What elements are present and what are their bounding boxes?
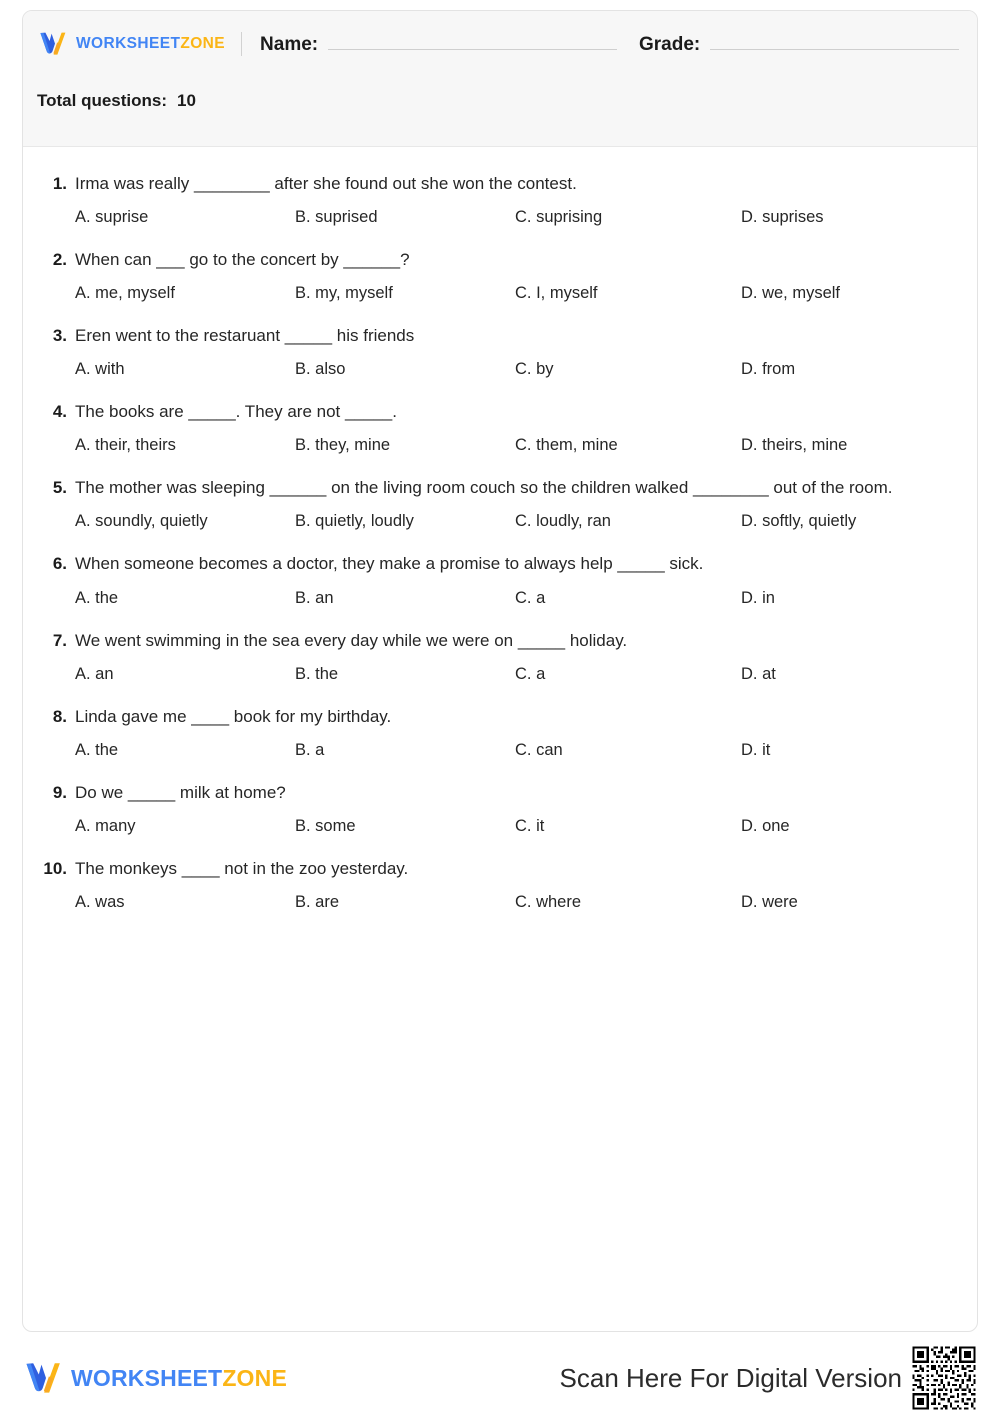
- option-d[interactable]: D. one: [741, 816, 790, 835]
- option-b[interactable]: B. an: [295, 588, 334, 607]
- question-text: The monkeys ____ not in the zoo yesterday.: [75, 858, 409, 878]
- question-line: [37, 477, 959, 499]
- question-line: [37, 249, 959, 271]
- option-c[interactable]: C. a: [515, 588, 546, 607]
- option-b[interactable]: B. the: [295, 664, 339, 683]
- question-options: [37, 208, 959, 227]
- option-b[interactable]: B. some: [295, 816, 356, 835]
- question-options: [37, 893, 959, 912]
- question-item: [37, 325, 959, 379]
- question-item: [37, 706, 959, 760]
- question-number: 9.: [52, 782, 67, 802]
- question-text: Do we _____ milk at home?: [75, 782, 286, 802]
- name-input-line[interactable]: [328, 32, 617, 50]
- option-b[interactable]: B. my, myself: [295, 284, 393, 303]
- question-options: [37, 741, 959, 760]
- worksheet-zone-logo-icon: [22, 1361, 62, 1396]
- question-line: [37, 553, 959, 575]
- question-text: When can ___ go to the concert by ______?: [75, 250, 410, 270]
- question-text: Eren went to the restaruant _____ his friends: [75, 326, 415, 346]
- option-a[interactable]: A. with: [75, 360, 125, 379]
- total-questions: [23, 77, 977, 111]
- question-number: 2.: [52, 250, 67, 270]
- question-text: The books are _____. They are not _____.: [75, 402, 397, 422]
- option-c[interactable]: C. I, myself: [515, 284, 598, 303]
- footer-brand-worksheet: WORKSHEET: [71, 1364, 223, 1391]
- question-number: 5.: [52, 478, 67, 498]
- question-number: 1.: [52, 174, 67, 193]
- question-options: [37, 436, 959, 455]
- question-item: [37, 477, 959, 531]
- question-line: [37, 401, 959, 423]
- question-item: [37, 173, 959, 227]
- option-d[interactable]: D. we, myself: [741, 284, 841, 303]
- option-a[interactable]: A. the: [75, 740, 119, 759]
- question-text: Irma was really ________ after she found out she won the contest.: [75, 174, 577, 193]
- header-divider: [241, 32, 242, 56]
- option-c[interactable]: C. them, mine: [515, 436, 618, 455]
- option-c[interactable]: C. can: [515, 740, 563, 759]
- option-b[interactable]: B. are: [295, 892, 340, 911]
- question-options: [37, 512, 959, 531]
- question-options: [37, 665, 959, 684]
- question-line: [37, 173, 959, 195]
- question-text: When someone becomes a doctor, they make a promise to always help _____ sick.: [75, 554, 704, 574]
- question-options: [37, 360, 959, 379]
- page-footer: [0, 1342, 1000, 1414]
- question-number: 10.: [43, 858, 67, 878]
- option-a[interactable]: A. me, myself: [75, 284, 175, 303]
- footer-brand: [22, 1361, 287, 1396]
- question-options: [37, 589, 959, 608]
- option-d[interactable]: D. suprises: [741, 208, 824, 227]
- option-d[interactable]: D. softly, quietly: [741, 512, 857, 531]
- questions-list: [23, 147, 977, 912]
- question-item: [37, 401, 959, 455]
- option-b[interactable]: B. also: [295, 360, 346, 379]
- brand-wordmark-zone: ZONE: [180, 35, 226, 52]
- question-text: The mother was sleeping ______ on the living room couch so the children walked ________ out of the room.: [75, 478, 893, 498]
- option-c[interactable]: C. where: [515, 892, 582, 911]
- footer-brand-zone: ZONE: [222, 1364, 288, 1391]
- question-item: [37, 249, 959, 303]
- option-d[interactable]: D. it: [741, 740, 771, 759]
- question-options: [37, 284, 959, 303]
- total-questions-count: 10: [177, 91, 196, 110]
- question-number: 6.: [52, 554, 67, 574]
- option-b[interactable]: B. a: [295, 740, 325, 759]
- question-item: [37, 782, 959, 836]
- brand-wordmark: [76, 35, 225, 53]
- grade-label: Grade:: [639, 34, 701, 55]
- question-item: [37, 553, 959, 607]
- option-d[interactable]: D. were: [741, 892, 798, 911]
- question-number: 4.: [52, 402, 67, 422]
- question-number: 8.: [52, 706, 67, 726]
- footer-brand-wordmark: [71, 1365, 287, 1392]
- option-a[interactable]: A. their, theirs: [75, 436, 176, 455]
- option-b[interactable]: B. suprised: [295, 208, 378, 227]
- question-line: [37, 782, 959, 804]
- option-c[interactable]: C. suprising: [515, 208, 603, 227]
- option-c[interactable]: C. a: [515, 664, 546, 683]
- question-line: [37, 325, 959, 347]
- option-a[interactable]: A. many: [75, 816, 136, 835]
- option-d[interactable]: D. in: [741, 588, 775, 607]
- worksheet-card: [22, 10, 978, 1332]
- question-number: 7.: [52, 630, 67, 650]
- option-a[interactable]: A. the: [75, 588, 119, 607]
- question-options: [37, 817, 959, 836]
- question-number: 3.: [52, 326, 67, 346]
- option-c[interactable]: C. by: [515, 360, 554, 379]
- worksheet-header: [23, 11, 977, 147]
- question-text: We went swimming in the sea every day while we were on _____ holiday.: [75, 630, 628, 650]
- question-line: [37, 706, 959, 728]
- total-questions-label: Total questions:: [37, 91, 168, 110]
- option-d[interactable]: D. from: [741, 360, 796, 379]
- scan-label: Scan Here For Digital Version: [559, 1362, 902, 1393]
- question-text: Linda gave me ____ book for my birthday.: [75, 706, 392, 726]
- qr-code-icon[interactable]: [910, 1344, 978, 1412]
- name-label: Name:: [260, 34, 319, 55]
- question-item: [37, 858, 959, 912]
- question-line: [37, 630, 959, 652]
- header-row: [23, 11, 977, 77]
- question-line: [37, 858, 959, 880]
- option-a[interactable]: A. suprise: [75, 208, 149, 227]
- option-a[interactable]: A. soundly, quietly: [75, 512, 208, 531]
- brand-wordmark-worksheet: WORKSHEET: [76, 35, 181, 52]
- grade-field[interactable]: [639, 32, 959, 56]
- option-b[interactable]: B. quietly, loudly: [295, 512, 414, 531]
- worksheet-zone-logo-icon: [37, 31, 67, 57]
- grade-input-line[interactable]: [710, 32, 959, 50]
- name-field[interactable]: [260, 32, 617, 56]
- question-item: [37, 630, 959, 684]
- option-c[interactable]: C. loudly, ran: [515, 512, 611, 531]
- option-d[interactable]: D. at: [741, 664, 776, 683]
- option-d[interactable]: D. theirs, mine: [741, 436, 848, 455]
- option-a[interactable]: A. an: [75, 664, 114, 683]
- option-c[interactable]: C. it: [515, 816, 545, 835]
- option-a[interactable]: A. was: [75, 892, 125, 911]
- option-b[interactable]: B. they, mine: [295, 436, 391, 455]
